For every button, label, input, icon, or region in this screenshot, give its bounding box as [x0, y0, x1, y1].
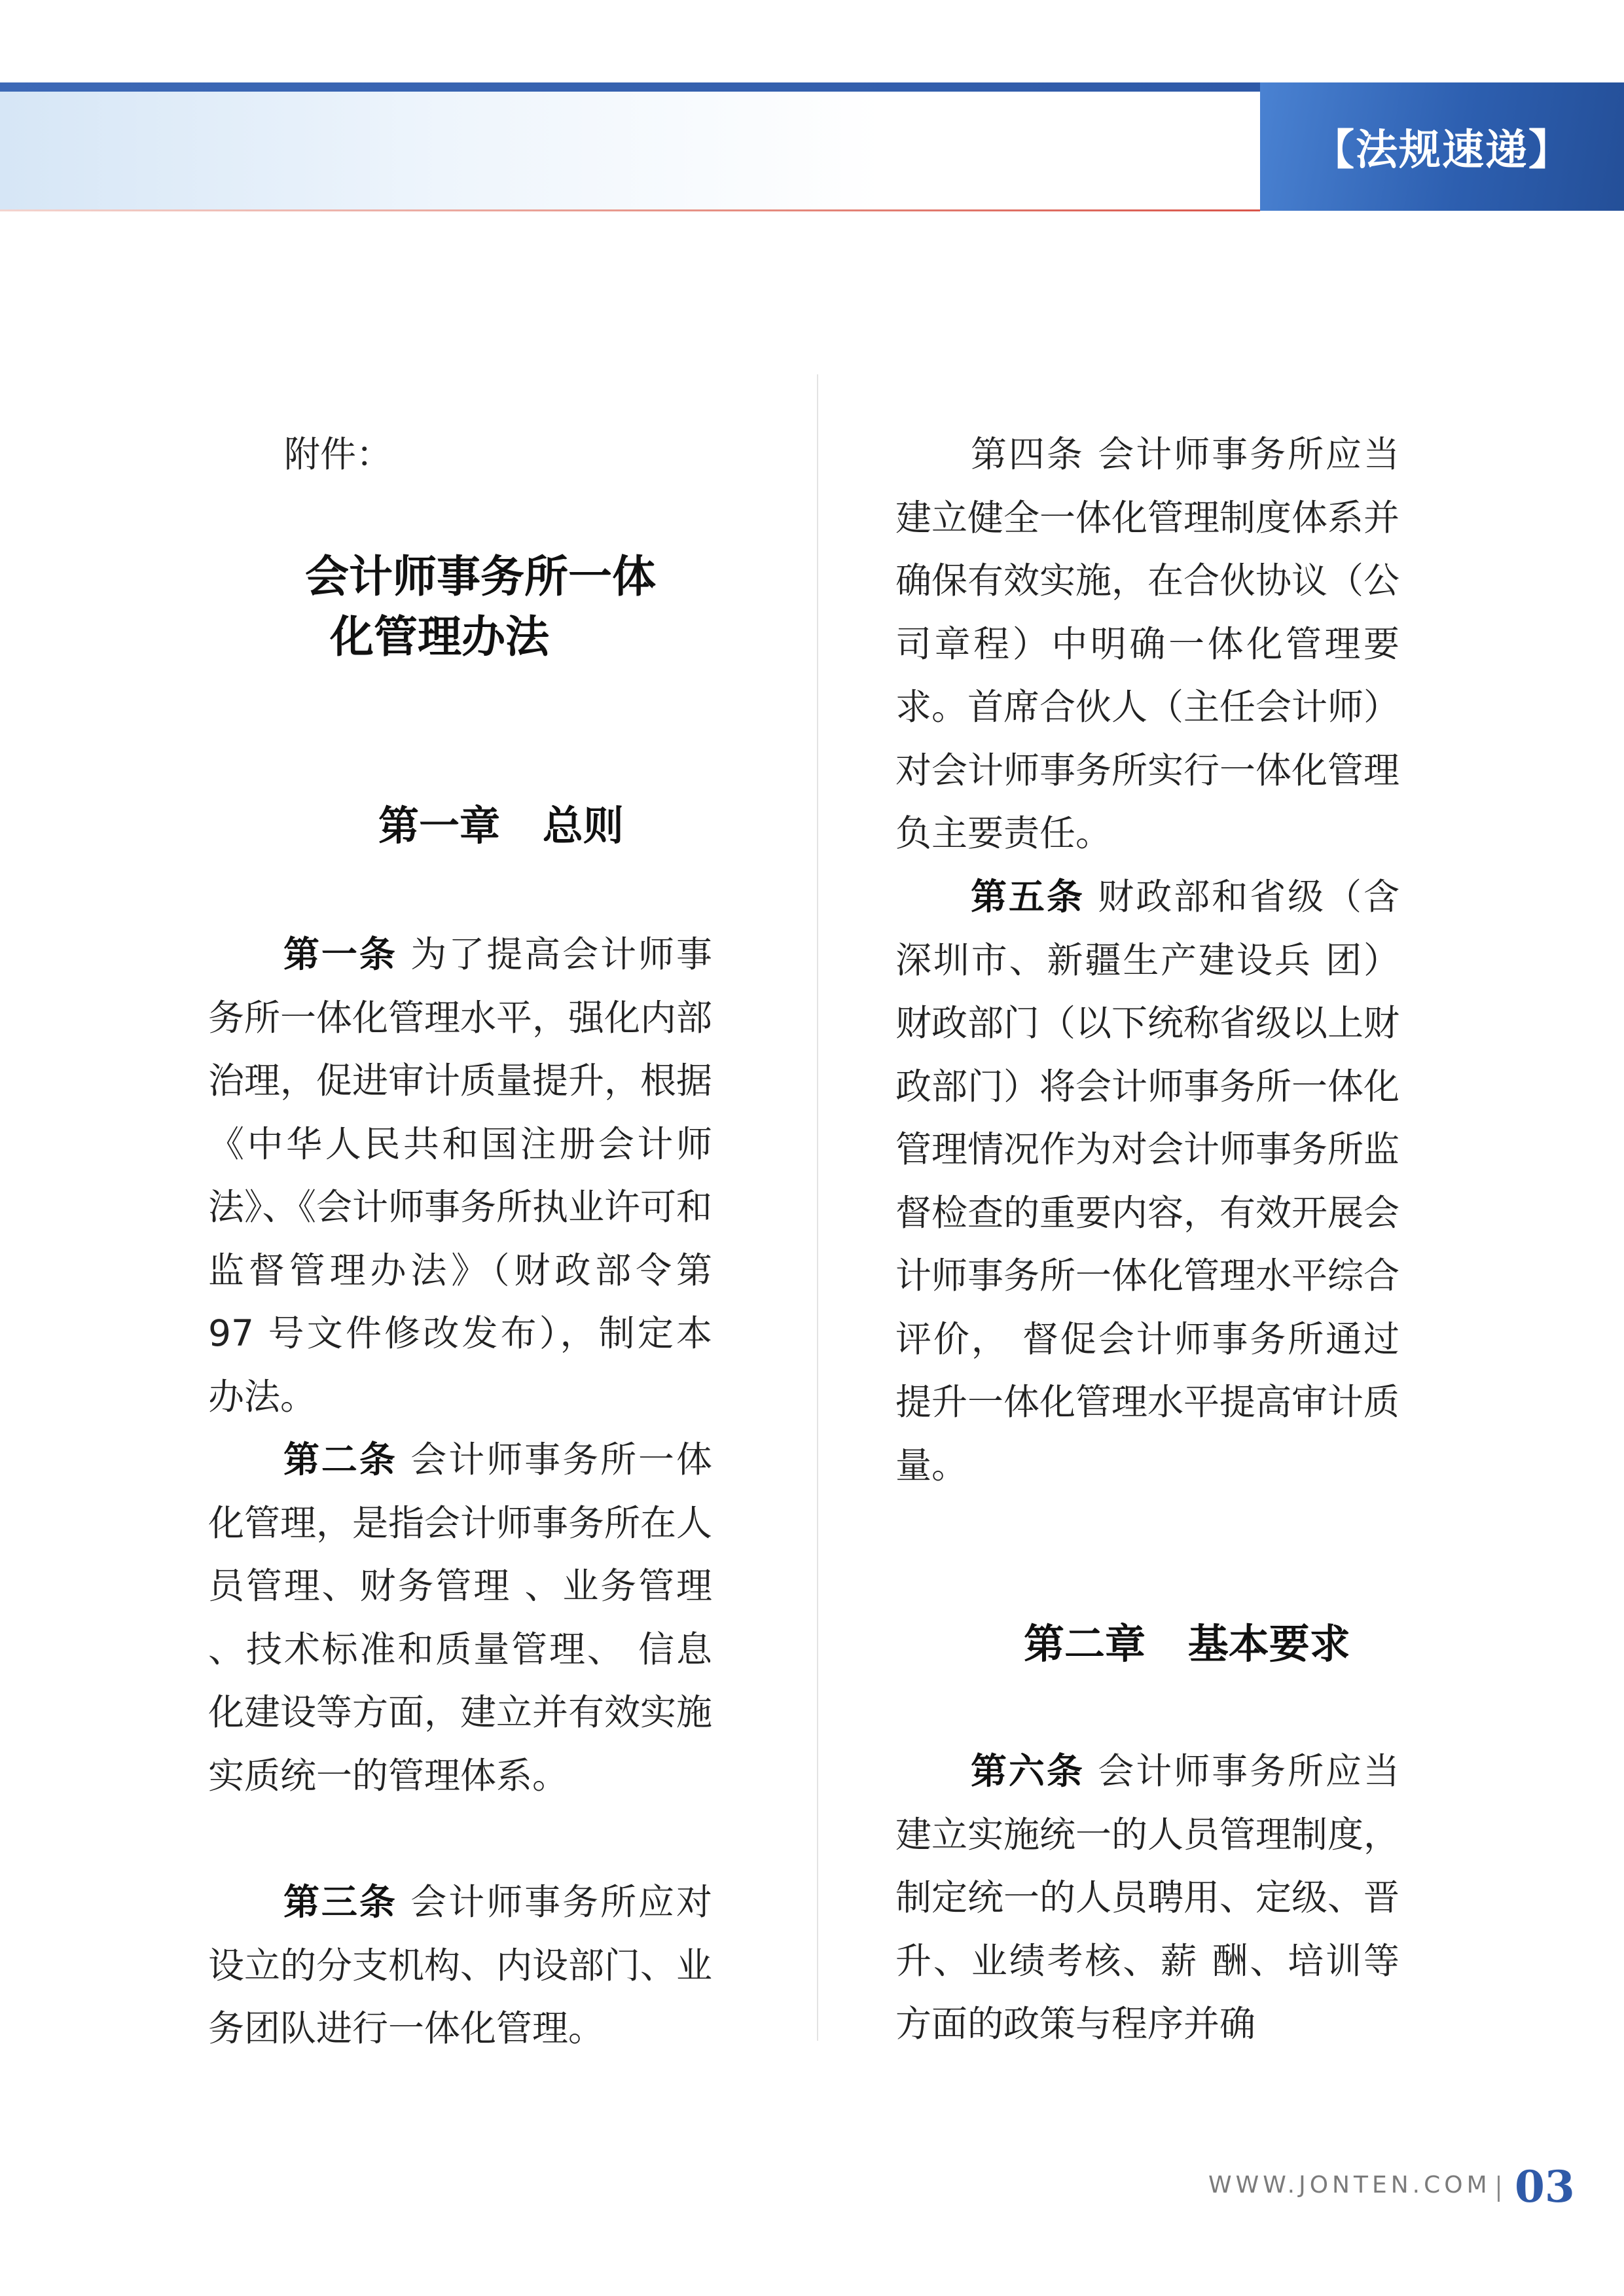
- page-number: 03: [1515, 2161, 1575, 2212]
- article-6: [895, 1740, 1399, 2056]
- article-5: [895, 865, 1399, 1497]
- footer-separator: [1498, 2176, 1500, 2202]
- column-divider: [817, 374, 818, 2041]
- article-1-label: 第一条: [281, 933, 397, 975]
- document-title: [305, 547, 763, 667]
- article-1: [208, 923, 712, 1428]
- article-6-label: 第六条: [969, 1750, 1085, 1792]
- section-tab-label: 【法规速递】: [1312, 126, 1572, 175]
- header-accent-line: [0, 209, 1260, 211]
- article-2-text: 会计师事务所一体化管理，是指会计师事务所在人员管理、财务管理 、业务管理 、技术标准和质量管理、 信息化建设等方面，建立并有效实施实质统一的管理体系。: [208, 1439, 713, 1797]
- attachment-label: 附件：: [284, 433, 393, 475]
- footer-website: WWW.JONTEN.COM: [1208, 2172, 1491, 2198]
- article-4: [895, 423, 1399, 865]
- article-3-label: 第三条: [281, 1881, 397, 1923]
- article-2: [208, 1428, 712, 1807]
- document-title-line1: 会计师事务所一体: [305, 551, 656, 602]
- chapter-heading-1: 第一章 总则: [378, 802, 624, 850]
- article-1-text: 为了提高会计师事务所一体化管理水平，强化内部治理，促进审计质量提升，根据《中华人民共和国注册会计师法》、《会计师事务所执业许可和监督管理办法》（财政部令第 97 号文件修改发布），制定本办法。: [208, 933, 713, 1418]
- chapter-heading-2: 第二章 基本要求: [1024, 1620, 1350, 1668]
- header-band: [0, 92, 1260, 211]
- header-top-bar: [0, 82, 1260, 92]
- article-4-text: 会计师事务所应当建立健全一体化管理制度体系并确保有效实施，在合伙协议（公司章程）中明确一体化管理要求。首席合伙人（主任会计师）对会计师事务所实行一体化管理负主要责任。: [895, 433, 1400, 854]
- article-6-text: 会计师事务所应当建立实施统一的人员管理制度，制定统一的人员聘用、定级、晋升、业绩考核、薪 酬、培训等方面的政策与程序并确: [895, 1750, 1400, 2045]
- article-3-text: 会计师事务所应对设立的分支机构、内设部门、业务团队进行一体化管理。: [208, 1881, 713, 2049]
- article-5-text: 财政部和省级（含深圳市、新疆生产建设兵 团）财政部门（以下统称省级以上财政部门）将会计师事务所一体化管理情况作为对会计师事务所监督检查的重要内容，有效开展会计师事务所一体化管理水平综合评价， 督促会计师事务所通过提升一体化管理水平提高审计质量。: [895, 876, 1400, 1486]
- article-4-label: 第四条: [969, 433, 1085, 475]
- article-2-label: 第二条: [281, 1439, 397, 1480]
- section-tab: [1260, 82, 1624, 211]
- article-5-label: 第五条: [969, 876, 1085, 918]
- article-3: [208, 1871, 712, 2060]
- document-title-line2: 化管理办法: [330, 611, 549, 662]
